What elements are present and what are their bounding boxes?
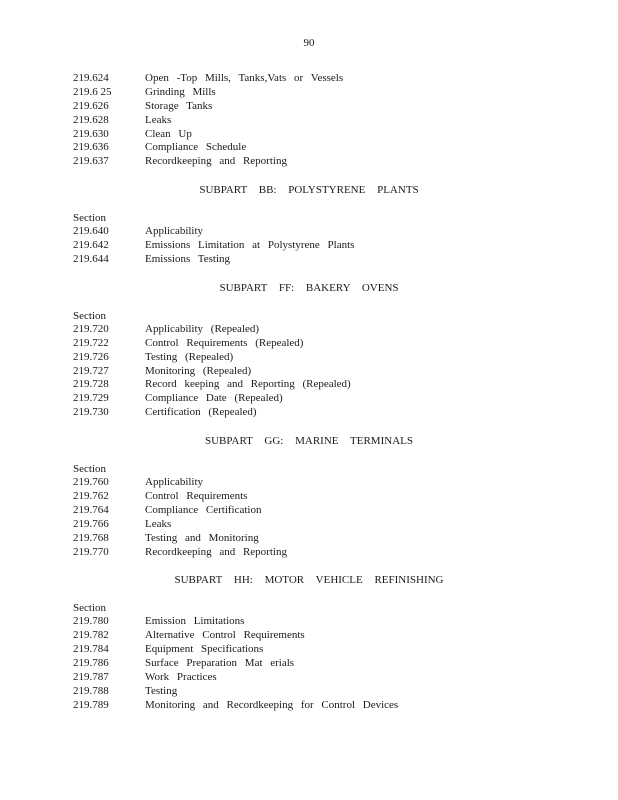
section-row (73, 671, 593, 685)
section-number: 219.770 (73, 545, 109, 558)
section-title: Applicability (145, 476, 204, 489)
section-number: 219.630 (73, 127, 109, 140)
section-row (73, 323, 593, 337)
section-title: Control Requirements (Repealed) (145, 336, 304, 349)
section-number: 219.727 (73, 364, 109, 377)
section-row (73, 615, 593, 629)
section-row (73, 406, 593, 420)
section-number: 219.782 (73, 629, 109, 642)
section-row (73, 128, 593, 142)
section-title: Emission Limitations (145, 615, 245, 628)
section-title: Leaks (145, 113, 172, 126)
section-row (73, 504, 593, 518)
section-row (73, 629, 593, 643)
section-title: Compliance Date (Repealed) (145, 392, 283, 405)
section-number: 219.636 (73, 141, 109, 154)
section-title: Emissions Testing (145, 253, 231, 266)
section-row (73, 490, 593, 504)
subpart-heading: SUBPART FF: BAKERY OVENS (219, 281, 399, 294)
section-number: 219.764 (73, 503, 109, 516)
section-row (73, 114, 593, 128)
section-title: Testing and Monitoring (145, 531, 259, 544)
section-number: 219.728 (73, 378, 109, 391)
section-label: Section (73, 309, 106, 322)
section-number: 219.720 (73, 322, 109, 335)
section-title: Compliance Schedule (145, 141, 247, 154)
section-title: Leaks (145, 517, 172, 530)
section-row (73, 100, 593, 114)
section-number: 219.626 (73, 99, 109, 112)
section-number: 219.760 (73, 476, 109, 489)
section-number: 219.628 (73, 113, 109, 126)
subpart-heading: SUBPART GG: MARINE TERMINALS (205, 435, 413, 448)
section-row (73, 141, 593, 155)
section-row (73, 476, 593, 490)
section-title: Control Requirements (145, 490, 248, 503)
section-number: 219.787 (73, 671, 109, 684)
section-row (73, 155, 593, 169)
section-number: 219.644 (73, 253, 109, 266)
section-title: Emissions Limitation at Polystyrene Plants (145, 239, 355, 252)
section-title: Certification (Repealed) (145, 406, 257, 419)
section-group (73, 183, 593, 267)
section-row (73, 643, 593, 657)
section-title: Alternative Control Requirements (145, 629, 305, 642)
section-row (73, 392, 593, 406)
section-title: Storage Tanks (145, 99, 213, 112)
section-row (73, 657, 593, 671)
section-row (73, 337, 593, 351)
section-title: Monitoring (Repealed) (145, 364, 252, 377)
section-number: 219.730 (73, 406, 109, 419)
section-title: Applicability (145, 225, 204, 238)
section-title: Recordkeeping and Reporting (145, 155, 287, 168)
section-title: Grinding Mills (145, 85, 216, 98)
section-group (73, 573, 593, 712)
section-title: Testing (Repealed) (145, 350, 234, 363)
section-row (73, 685, 593, 699)
section-title: Monitoring and Recordkeeping for Control Devices (145, 698, 399, 711)
section-title: Clean Up (145, 127, 192, 140)
section-number: 219.624 (73, 72, 109, 84)
section-number: 219.784 (73, 643, 109, 656)
section-row (73, 86, 593, 100)
section-number: 219.788 (73, 684, 109, 697)
section-number: 219.786 (73, 657, 109, 670)
subpart-heading: SUBPART HH: MOTOR VEHICLE REFINISHING (174, 574, 444, 587)
section-row (73, 518, 593, 532)
section-title: Work Practices (145, 671, 217, 684)
section-row (73, 72, 593, 86)
section-row (73, 378, 593, 392)
section-label: Section (73, 463, 106, 476)
section-group (73, 434, 593, 559)
section-number: 219.726 (73, 350, 109, 363)
section-row (73, 546, 593, 560)
section-title: Recordkeeping and Reporting (145, 545, 287, 558)
section-title: Compliance Certification (145, 503, 262, 516)
section-title: Record keeping and Reporting (Repealed) (145, 378, 351, 391)
section-group (73, 72, 593, 169)
section-row (73, 253, 593, 267)
section-label: Section (73, 212, 106, 225)
section-title: Surface Preparation Mat erials (145, 657, 295, 670)
section-number: 219.762 (73, 490, 109, 503)
section-number: 219.642 (73, 239, 109, 252)
section-row (73, 365, 593, 379)
section-group (73, 281, 593, 420)
subpart-heading: SUBPART BB: POLYSTYRENE PLANTS (199, 184, 419, 197)
section-row (73, 532, 593, 546)
section-number: 219.722 (73, 336, 109, 349)
section-row (73, 351, 593, 365)
section-row (73, 225, 593, 239)
section-row (73, 699, 593, 713)
section-number: 219.766 (73, 517, 109, 530)
section-number: 219.729 (73, 392, 109, 405)
document-body (73, 72, 593, 713)
section-label: Section (73, 602, 106, 615)
section-number: 219.640 (73, 225, 109, 238)
section-title: Equipment Specifications (145, 643, 264, 656)
section-row (73, 239, 593, 253)
section-title: Testing (145, 684, 178, 697)
section-number: 219.789 (73, 698, 109, 711)
section-title: Applicability (Repealed) (145, 322, 260, 335)
section-number: 219.780 (73, 615, 109, 628)
section-number: 219.6 25 (73, 85, 112, 98)
section-number: 219.768 (73, 531, 109, 544)
section-number: 219.637 (73, 155, 109, 168)
section-title: Open -Top Mills, Tanks,Vats or Vessels (145, 72, 344, 84)
page-number: 90 (303, 37, 315, 49)
